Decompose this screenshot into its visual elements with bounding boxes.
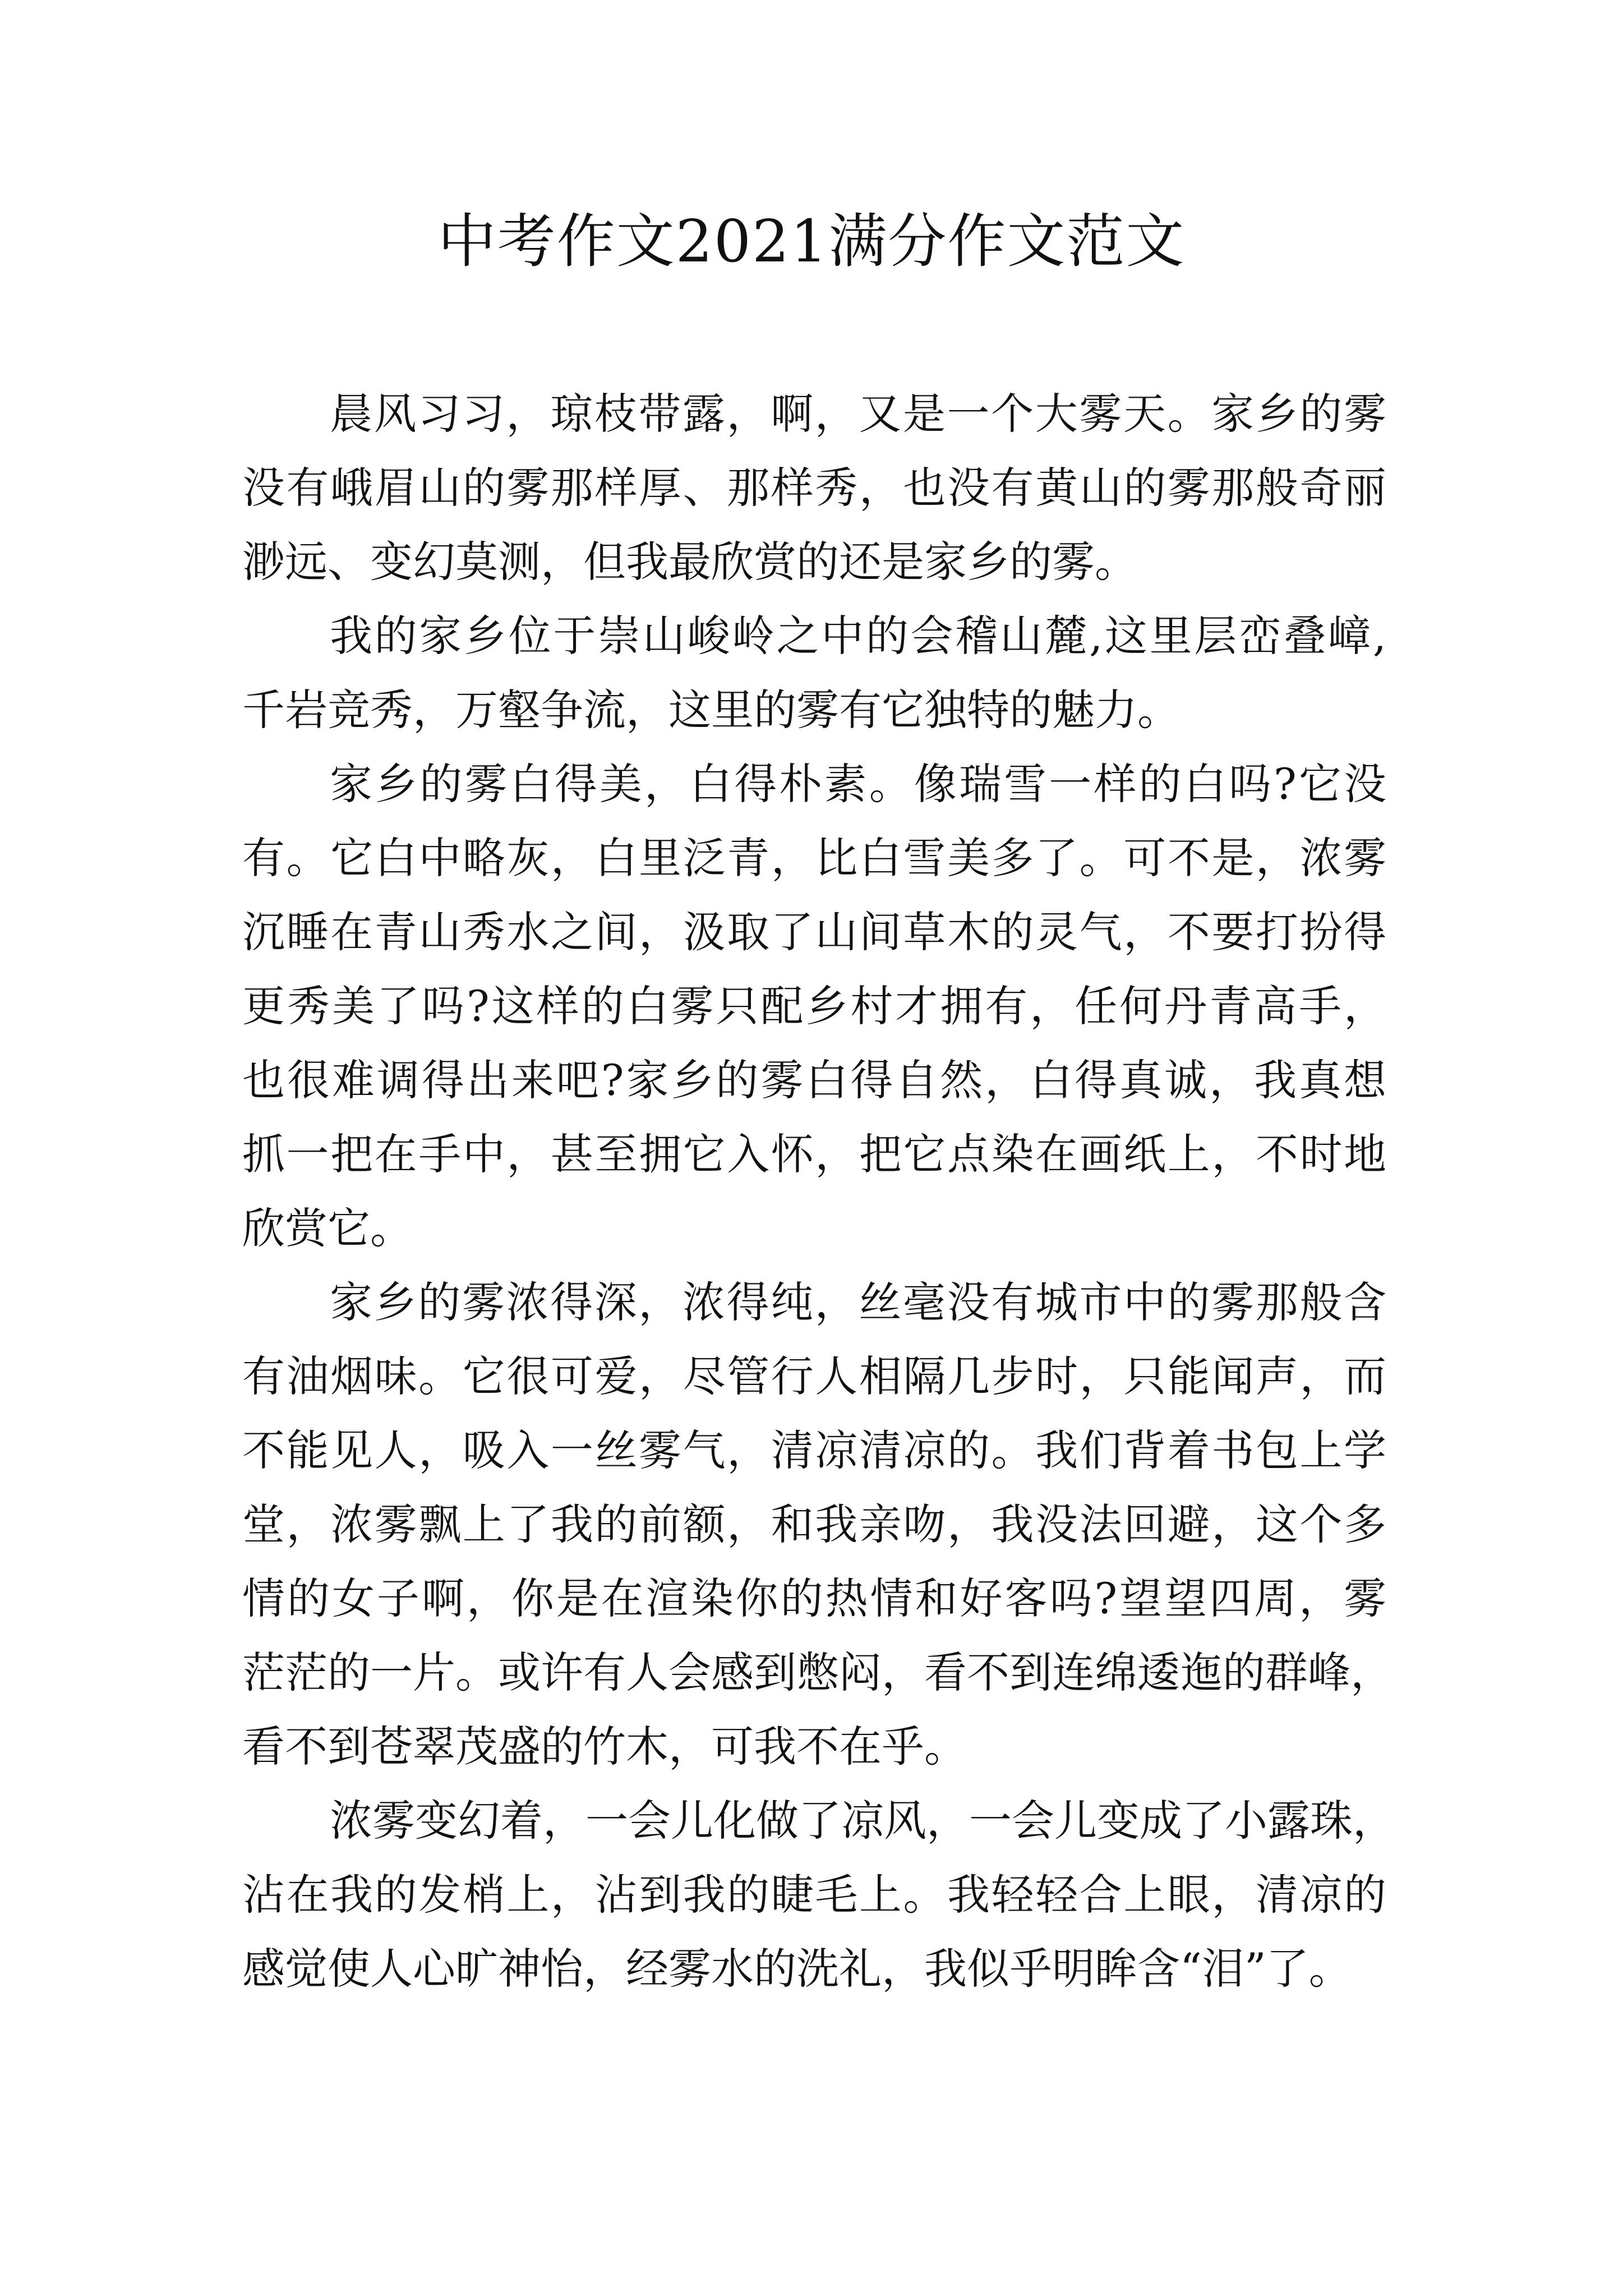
paragraph bbox=[242, 1784, 1395, 2006]
paragraph-line: 晨风习习，琼枝带露，啊，又是一个大雾天。家乡的雾 bbox=[330, 389, 1386, 439]
paragraph-line: 更秀美了吗?这样的白雾只配乡村才拥有，任何丹青高手， bbox=[242, 981, 1386, 1031]
paragraph-line: 茫茫的一片。或许有人会感到憋闷，看不到连绵逶迤的群峰， bbox=[242, 1648, 1393, 1697]
paragraph-line: 家乡的雾浓得深，浓得纯，丝毫没有城市中的雾那般含 bbox=[330, 1277, 1386, 1327]
paragraph-line: 抓一把在手中，甚至拥它入怀，把它点染在画纸上，不时地 bbox=[242, 1129, 1386, 1179]
paragraph-line: 渺远、变幻莫测，但我最欣赏的还是家乡的雾。 bbox=[242, 537, 1137, 587]
document-title: 中考作文2021满分作文范文 bbox=[437, 207, 1186, 275]
paragraph-line: 沉睡在青山秀水之间，汲取了山间草木的灵气，不要打扮得 bbox=[242, 907, 1386, 957]
paragraph-line: 有。它白中略灰，白里泛青，比白雪美多了。可不是，浓雾 bbox=[242, 833, 1386, 883]
paragraph-line: 我的家乡位于崇山峻岭之中的会稽山麓,这里层峦叠嶂, bbox=[330, 611, 1386, 661]
paragraph-line: 家乡的雾白得美，白得朴素。像瑞雪一样的白吗?它没 bbox=[330, 759, 1386, 809]
paragraph-line: 欣赏它。 bbox=[242, 1203, 413, 1253]
paragraph bbox=[242, 599, 1386, 747]
document-body bbox=[242, 377, 1395, 2006]
paragraph-line: 没有峨眉山的雾那样厚、那样秀，也没有黄山的雾那般奇丽 bbox=[242, 463, 1386, 513]
paragraph-line: 不能见人，吸入一丝雾气，清凉清凉的。我们背着书包上学 bbox=[242, 1425, 1386, 1475]
paragraph-line: 感觉使人心旷神怡，经雾水的洗礼，我似乎明眸含“泪”了。 bbox=[242, 1944, 1352, 1994]
paragraph-line: 有油烟味。它很可爱，尽管行人相隔几步时，只能闻声，而 bbox=[242, 1351, 1386, 1401]
paragraph-line: 情的女子啊，你是在渲染你的热情和好客吗?望望四周，雾 bbox=[242, 1573, 1386, 1623]
paragraph bbox=[242, 1266, 1393, 1784]
paragraph-line: 看不到苍翠茂盛的竹木，可我不在乎。 bbox=[242, 1722, 967, 1772]
paragraph-line: 也很难调得出来吧?家乡的雾白得自然，白得真诚，我真想 bbox=[242, 1055, 1386, 1105]
paragraph-line: 堂，浓雾飘上了我的前额，和我亲吻，我没法回避，这个多 bbox=[242, 1499, 1386, 1549]
paragraph bbox=[242, 747, 1386, 1266]
paragraph-line: 浓雾变幻着，一会儿化做了凉风，一会儿变成了小露珠， bbox=[330, 1796, 1395, 1846]
paragraph-line: 千岩竞秀，万壑争流，这里的雾有它独特的魅力。 bbox=[242, 685, 1180, 735]
paragraph bbox=[242, 377, 1386, 599]
paragraph-line: 沾在我的发梢上，沾到我的睫毛上。我轻轻合上眼，清凉的 bbox=[242, 1870, 1386, 1920]
